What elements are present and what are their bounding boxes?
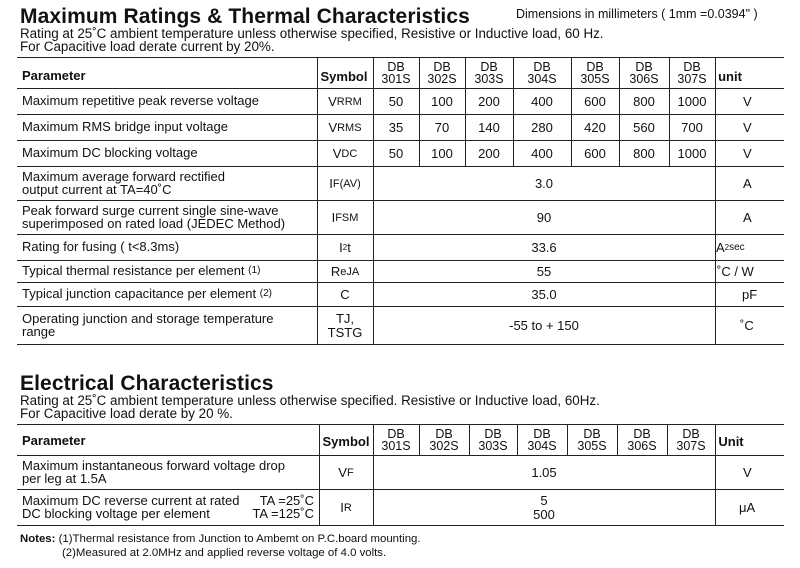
note-1: (1)Thermal resistance from Junction to Ambemt on P.C.board mounting.: [58, 533, 421, 545]
param-label: Rating for fusing ( t<8.3ms): [22, 239, 180, 255]
symbol-cell: C: [340, 287, 350, 302]
value-cell: 400: [531, 146, 553, 161]
param-label: Maximum DC blocking voltage: [22, 145, 198, 161]
value-cell: 400: [531, 94, 553, 109]
electrical-table: [17, 424, 784, 528]
header-model-302s: DB 302S: [429, 427, 459, 453]
header-unit: unit: [718, 68, 742, 84]
value-cell: 600: [584, 94, 606, 109]
unit-cell: μA: [739, 500, 756, 515]
value-cell: 100: [431, 94, 453, 109]
thermal-table: [17, 57, 784, 355]
symbol-cell: I R: [340, 500, 352, 515]
symbol-cell: V DC: [332, 146, 358, 161]
unit-cell: A: [743, 176, 752, 191]
value-cell: 800: [633, 94, 655, 109]
header-symbol: Symbol: [320, 68, 368, 84]
value-cell: 280: [531, 120, 553, 135]
param-label: Maximum average forward rectified output current at TA=40˚C: [22, 169, 226, 197]
header-model-304s: DB 304S: [527, 60, 557, 86]
symbol-cell: R eJA: [330, 264, 360, 279]
thermal-condition-2: For Capacitive load derate current by 20%.: [20, 39, 275, 54]
header-symbol: Symbol: [322, 433, 370, 449]
dimensions-note: Dimensions in millimeters ( 1mm =0.0394" ): [516, 7, 758, 21]
header-model-303s: DB 303S: [474, 60, 504, 86]
param-label: Maximum DC reverse current at rated TA =25˚C DC blocking voltage per element TA =125˚C: [22, 493, 314, 521]
value-cell: 800: [633, 146, 655, 161]
header-model-307s: DB 307S: [676, 427, 706, 453]
value-cell: 35.0: [531, 287, 557, 302]
value-cell: -55 to + 150: [509, 318, 579, 333]
value-cell: 1.05: [531, 465, 557, 480]
unit-cell: ˚C / W: [717, 264, 754, 279]
electrical-condition-1: Rating at 25˚C ambient temperature unless otherwise specified. Resistive or Inductive load, 60Hz.: [20, 393, 600, 408]
symbol-cell: V RRM: [328, 94, 362, 109]
unit-cell: V: [743, 465, 752, 480]
value-cell: 700: [681, 120, 703, 135]
param-label: Typical thermal resistance per element (1): [22, 263, 261, 279]
header-model-303s: DB 303S: [478, 427, 508, 453]
symbol-cell: I 2 t: [339, 240, 351, 255]
unit-cell: V: [743, 120, 752, 135]
electrical-title: Electrical Characteristics: [20, 372, 274, 395]
header-model-302s: DB 302S: [427, 60, 457, 86]
value-cell: 35: [388, 120, 404, 135]
header-parameter: Parameter: [22, 67, 86, 83]
param-label: Maximum repetitive peak reverse voltage: [22, 93, 259, 109]
value-cell: 5 500: [533, 492, 555, 522]
value-cell: 140: [478, 120, 500, 135]
symbol-cell: I FSM: [331, 210, 359, 225]
value-cell: 90: [536, 210, 552, 225]
value-cell: 50: [388, 94, 404, 109]
unit-cell: A 2 sec: [716, 240, 745, 255]
param-label: Peak forward surge current single sine-wave superimposed on rated load (JEDEC Method): [22, 203, 286, 231]
value-cell: 420: [584, 120, 606, 135]
header-model-305s: DB 305S: [580, 60, 610, 86]
notes-label: Notes:: [20, 533, 56, 545]
param-label: Operating junction and storage temperature range: [22, 311, 274, 339]
header-model-305s: DB 305S: [577, 427, 607, 453]
header-parameter: Parameter: [22, 432, 86, 448]
param-label: Maximum instantaneous forward voltage drop per leg at 1.5A: [22, 458, 286, 486]
unit-cell: A: [743, 210, 752, 225]
electrical-header-row: [17, 424, 784, 456]
header-model-306s: DB 306S: [627, 427, 657, 453]
header-model-304s: DB 304S: [527, 427, 557, 453]
value-cell: 50: [388, 146, 404, 161]
thermal-header-row: [17, 57, 784, 89]
value-cell: 1000: [677, 94, 707, 109]
thermal-title: Maximum Ratings & Thermal Characteristics: [20, 5, 470, 28]
param-label: Typical junction capacitance per element (2): [22, 286, 272, 302]
symbol-cell: V F: [338, 465, 354, 480]
note-2: (2)Measured at 2.0MHz and applied reverse voltage of 4.0 volts.: [62, 547, 387, 559]
header-model-306s: DB 306S: [629, 60, 659, 86]
value-cell: 3.0: [534, 176, 554, 191]
value-cell: 1000: [677, 146, 707, 161]
notes: [20, 532, 421, 560]
value-cell: 55: [536, 264, 552, 279]
param-label: Maximum RMS bridge input voltage: [22, 119, 228, 135]
unit-cell: pF: [742, 287, 758, 302]
value-cell: 70: [434, 120, 450, 135]
header-model-301s: DB 301S: [381, 427, 411, 453]
value-cell: 33.6: [531, 240, 557, 255]
thermal-condition-1: Rating at 25˚C ambient temperature unless otherwise specified, Resistive or Inductive load, 60 Hz.: [20, 26, 604, 41]
unit-cell: V: [743, 146, 752, 161]
value-cell: 200: [478, 146, 500, 161]
header-model-307s: DB 307S: [677, 60, 707, 86]
value-cell: 600: [584, 146, 606, 161]
header-unit: Unit: [718, 433, 744, 449]
symbol-cell: I F(AV): [329, 176, 361, 191]
value-cell: 560: [633, 120, 655, 135]
value-cell: 100: [431, 146, 453, 161]
header-model-301s: DB 301S: [381, 60, 411, 86]
electrical-condition-2: For Capacitive load derate by 20 %.: [20, 406, 233, 421]
symbol-cell: V RMS: [328, 120, 362, 135]
value-cell: 200: [478, 94, 500, 109]
unit-cell: V: [743, 94, 752, 109]
unit-cell: ˚C: [740, 318, 754, 333]
symbol-cell: TJ, TSTG: [327, 310, 363, 340]
